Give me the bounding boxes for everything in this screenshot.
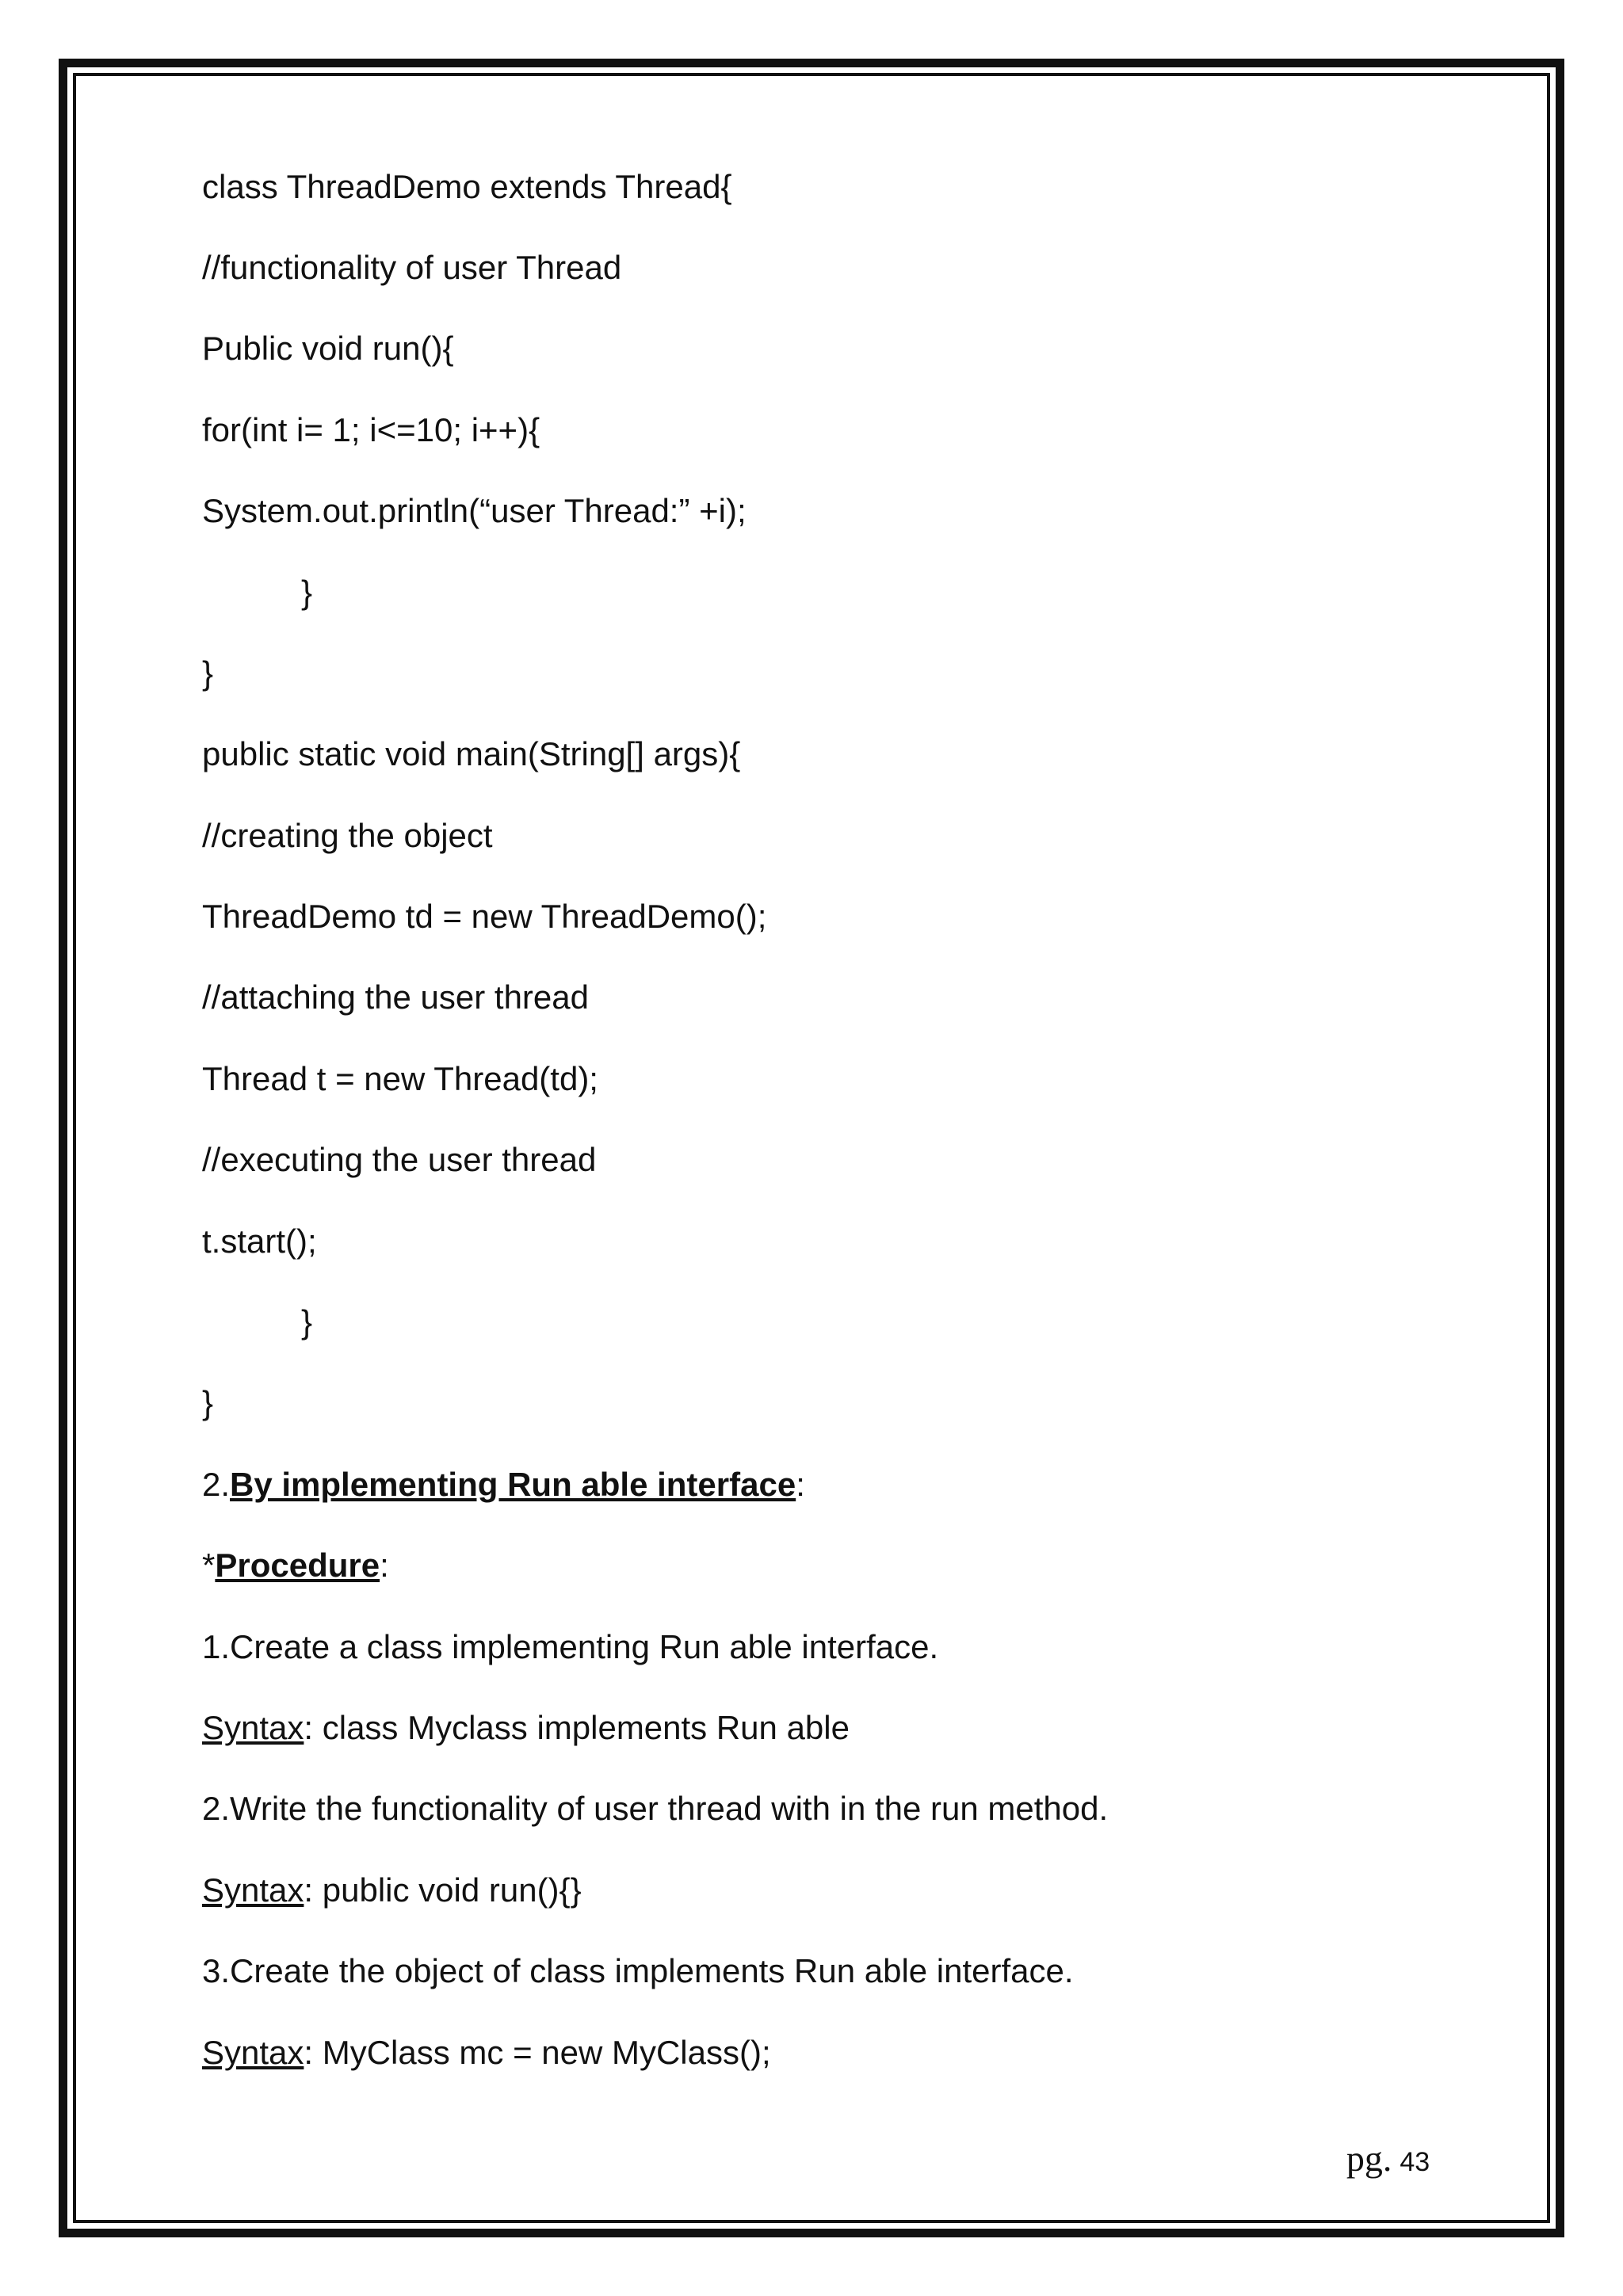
code-line: class ThreadDemo extends Thread{ <box>202 168 732 205</box>
syntax-line <box>202 1707 850 1749</box>
procedure-label: Procedure <box>215 1547 380 1584</box>
code-line: } <box>202 654 214 692</box>
section-title: By implementing Run able interface <box>230 1466 796 1503</box>
code-line: } <box>301 1303 313 1341</box>
page-number: 43 <box>1400 2147 1430 2177</box>
procedure-heading <box>202 1545 389 1586</box>
code-line: for(int i= 1; i<=10; i++){ <box>202 411 540 448</box>
procedure-step: 1.Create a class implementing Run able interface. <box>202 1628 939 1665</box>
code-line: Thread t = new Thread(td); <box>202 1060 598 1097</box>
page-prefix: pg. <box>1346 2138 1392 2179</box>
section-number: 2. <box>202 1466 231 1503</box>
syntax-label: Syntax <box>202 2034 304 2071</box>
syntax-text: : class Myclass implements Run able <box>304 1709 850 1746</box>
syntax-label: Syntax <box>202 1709 304 1746</box>
syntax-text: : public void run(){} <box>304 1871 582 1909</box>
code-line: } <box>202 1384 214 1421</box>
code-line: t.start(); <box>202 1222 317 1260</box>
code-line: public static void main(String[] args){ <box>202 735 741 772</box>
syntax-line <box>202 2032 771 2073</box>
code-line: System.out.println(“user Thread:” +i); <box>202 492 747 529</box>
section-colon: : <box>796 1466 805 1503</box>
procedure-colon: : <box>380 1547 389 1584</box>
page-footer <box>1339 2123 1430 2180</box>
syntax-label: Syntax <box>202 1871 304 1909</box>
code-line: //creating the object <box>202 817 493 854</box>
code-line: //functionality of user Thread <box>202 249 622 286</box>
procedure-step: 3.Create the object of class implements Run able interface. <box>202 1952 1074 1989</box>
procedure-step: 2.Write the functionality of user thread with in the run method. <box>202 1790 1109 1827</box>
syntax-line <box>202 1870 582 1911</box>
procedure-star: * <box>202 1547 216 1584</box>
section-heading <box>202 1464 805 1505</box>
code-line: ThreadDemo td = new ThreadDemo(); <box>202 898 767 935</box>
code-line: //attaching the user thread <box>202 978 589 1016</box>
code-line: Public void run(){ <box>202 330 454 367</box>
code-line: //executing the user thread <box>202 1141 597 1178</box>
syntax-text: : MyClass mc = new MyClass(); <box>304 2034 771 2071</box>
code-line: } <box>301 574 313 611</box>
